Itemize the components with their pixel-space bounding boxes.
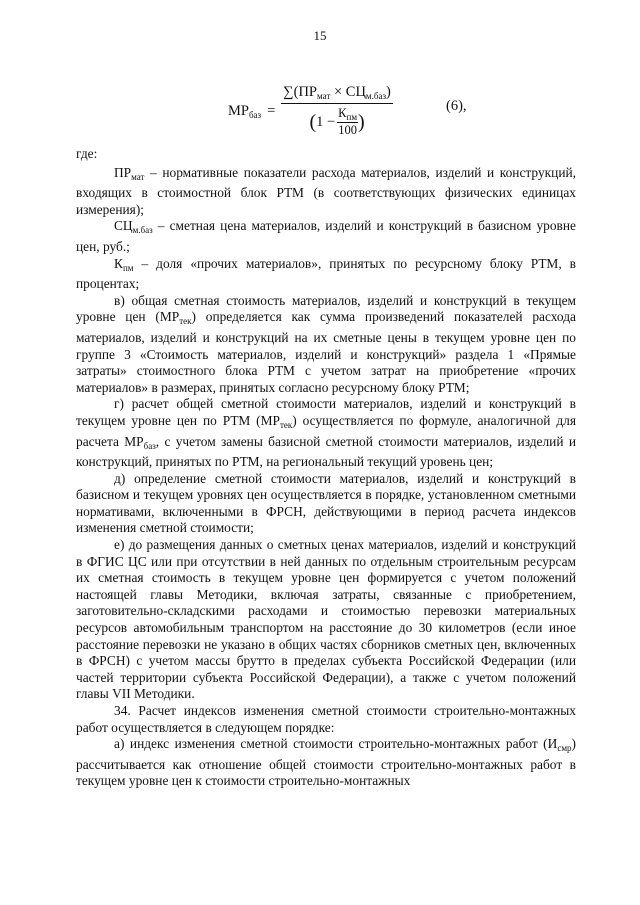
formula-number: (6), bbox=[446, 98, 467, 114]
formula-6 bbox=[228, 84, 467, 138]
definition-pr: $ПР_{мат}$ – нормативные показатели расхода материалов, изделий и конструкций, входящих в стоимостной блок РТМ (в соответствующих физических единицах измерения); bbox=[76, 164, 576, 217]
paragraph-a: а) индекс изменения сметной стоимости строительно-монтажных работ $(И_{смр})$ рассчитывается как отношение общей стоимости строительно-монтажных работ в текущем уровне цен к стоимости строительно-монтажных bbox=[76, 736, 576, 789]
page-number: 15 bbox=[313, 28, 327, 43]
formula-equals: = bbox=[267, 102, 276, 119]
formula-lhs: $МР_{баз}$ bbox=[228, 102, 262, 120]
where-label: где: bbox=[76, 146, 98, 161]
paragraph-34: 34. Расчет индексов изменения сметной стоимости строительно-монтажных работ осуществляется в следующем порядке: bbox=[76, 703, 576, 735]
paragraph-d: д) определение сметной стоимости материалов, изделий и конструкций в базисном и текущем уровнях цен осуществляется в порядке, установленном сметными нормативами, включенными в ФРСН, действующими в период расчета индексов изменения сметной стоимости; bbox=[76, 470, 576, 536]
paragraph-v: в) общая сметная стоимость материалов, изделий и конструкций в текущем уровне цен $(МР_{тек})$ определяется как сумма произведений показателей расхода материалов, изделий и конструкций на их сметные цены в текущем уровне цен по группе 3 «Стоимость материалов, изделий и конструкций» раздела 1 «Прямые затраты» стоимостного блока РТМ с учетом затрат на приобретение «прочих материалов» в размерах, принятых согласно ресурсному блоку РТМ; bbox=[76, 292, 576, 395]
formula-inner-fraction: $\frac{К_{пм}}{100}$ bbox=[338, 106, 358, 137]
definition-k: $К_{пм}$ – доля «прочих материалов», принятых по ресурсному блоку РТМ, в процентах; bbox=[76, 255, 576, 292]
definition-sc: $СЦ_{м.баз}$ – сметная цена материалов, изделий и конструкций в базисном уровне цен, руб.; bbox=[76, 218, 576, 254]
paragraph-e: е) до размещения данных о сметных ценах материалов, изделий и конструкций в ФГИС ЦС или при отсутствии в ней данных по отдельным строительным ресурсам их сметная стоимость в текущем уровне цен формируется с учетом положений настоящей главы Методики, включая затраты, связанные с приобретением, заготовительно-складскими расходами и стоимостью перевозки материальных ресурсов автомобильным транспортом на расстояние до 30 километров (если иное расстояние перевозки не указано в общих частях сборников сметных цен, включенных в ФРСН) с учетом массы брутто в пределах субъекта Российской Федерации (или частей территории субъекта Российской Федерации), а также с учетом положений главы VII Методики. bbox=[76, 537, 576, 702]
document-body bbox=[76, 146, 576, 790]
formula-fraction bbox=[281, 84, 393, 138]
formula-denominator: ( 1 − $\frac{К_{пм}}{100}$ ) bbox=[309, 106, 365, 137]
formula-numerator: $\sum(ПР_{мат} \times СЦ_{м.баз})$ bbox=[281, 84, 393, 104]
paragraph-g: г) расчет общей сметной стоимости материалов, изделий и конструкций в текущем уровне цен по РТМ $(МР_{тек})$ осуществляется по формуле, аналогичной для расчета $МР_{баз}$, с учетом замены базисной сметной стоимости материалов, изделий и конструкций, принятых по РТМ, на региональный текущий уровень цен; bbox=[76, 396, 576, 470]
